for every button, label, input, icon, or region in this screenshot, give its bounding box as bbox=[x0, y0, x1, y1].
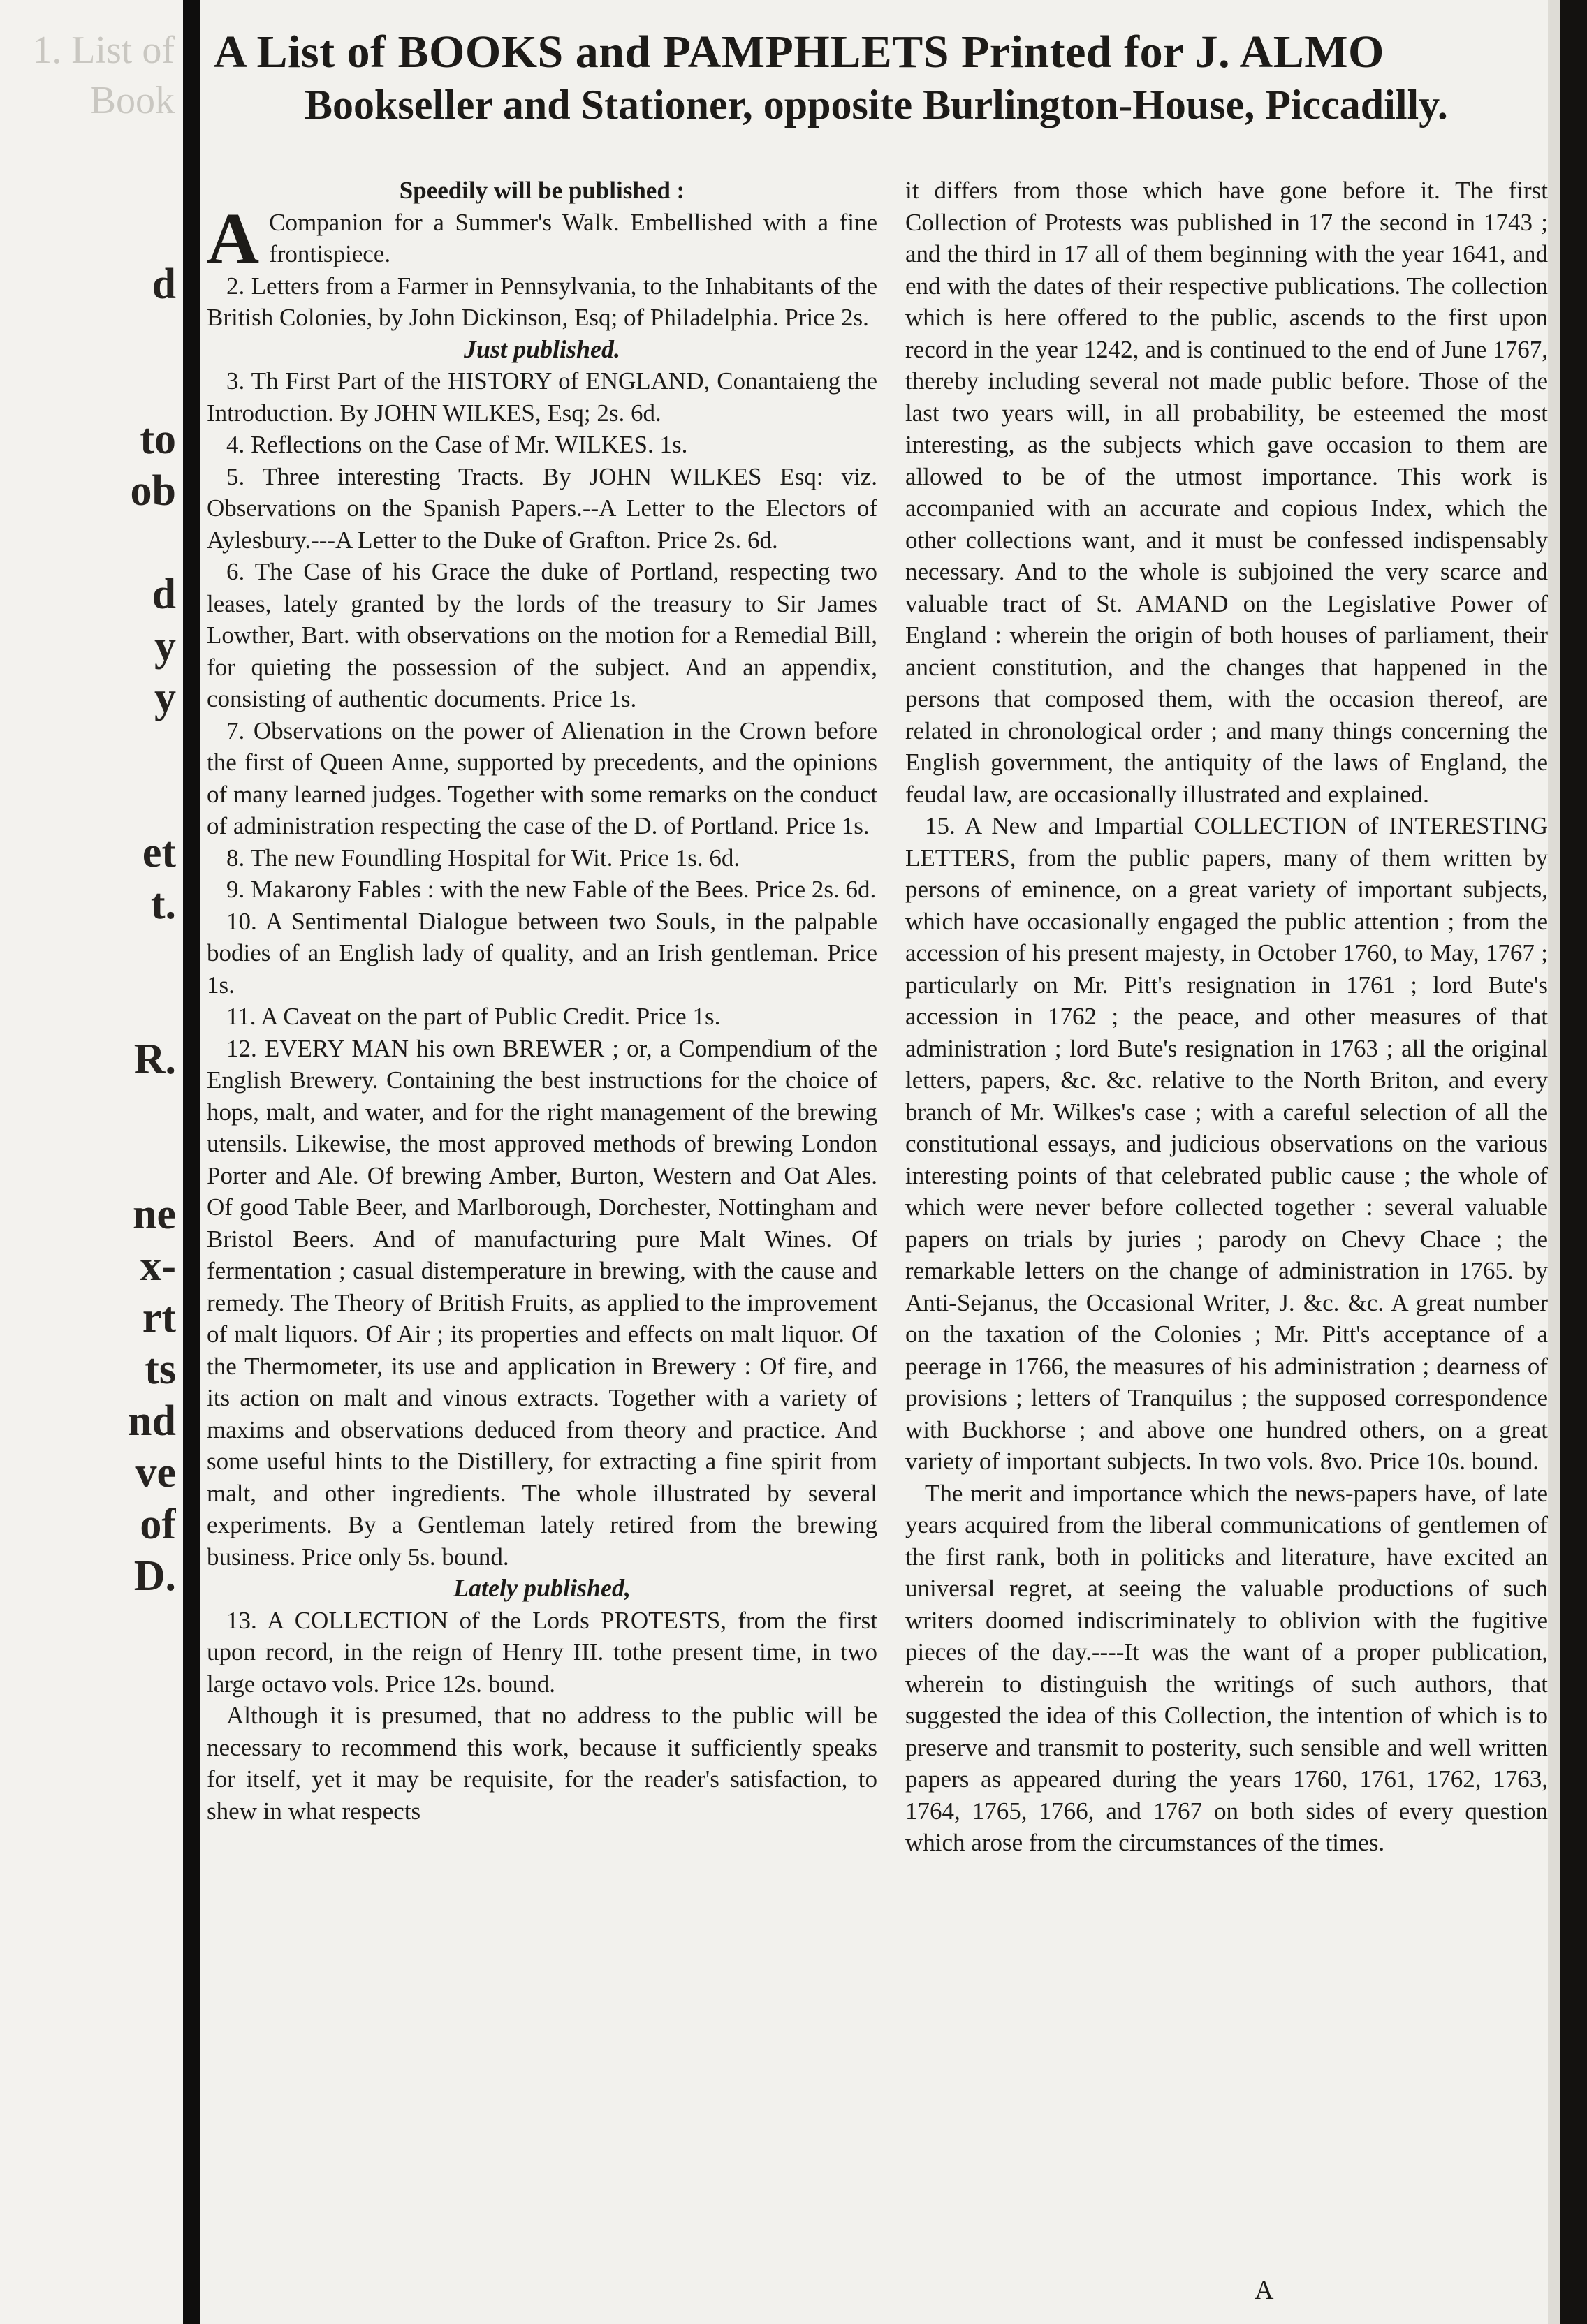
item-6: 6. The Case of his Grace the duke of Portland, respecting two leases, lately granted by the lords of the treasury to Sir James Lowther, Bart. with observations on the motion for a Remedial Bill, for quieting the possession of the subject. And an appendix, consisting of authentic documents. Price 1s. bbox=[207, 558, 877, 712]
drop-cap: A bbox=[207, 198, 260, 279]
item-4: 4. Reflections on the Case of Mr. WILKES. 1s. bbox=[226, 431, 688, 458]
item-11: 11. A Caveat on the part of Public Credit. Price 1s. bbox=[226, 1003, 721, 1030]
signature-mark: A bbox=[1255, 2276, 1274, 2305]
ghost-heading: 1. List of Book bbox=[32, 29, 175, 122]
left-column bbox=[207, 175, 877, 2304]
next-page-strip bbox=[1548, 0, 1560, 2324]
item-10: 10. A Sentimental Dialogue between two Souls, in the palpable bodies of an English lady of quality, and an Irish gentleman. Price 1s. bbox=[207, 907, 877, 999]
item-7: 7. Observations on the power of Alienation in the Crown before the first of Queen Anne, supported by precedents, and the opinions of many learned judges. Together with some remarks on the conduct of administration respecting the case of the D. of Portland. Price 1s. bbox=[207, 716, 877, 839]
item-12: 12. EVERY MAN his own BREWER ; or, a Compendium of the English Brewery. Containing the best instructions for the choice of hops, malt, and water, and for the right management of the brewing utensils. Likewise, the most approved methods of brewing London Porter and Ale. Of brewing Amber, Burton, Western and Oat Ales. Of good Table Beer, and Marlborough, Dorchester, Nottingham and Bristol Beers. And of manufacturing pure Malt Wines. Of fermentation ; casual distemperature in brewing, with the cause and remedy. The Theory of British Fruits, as applied to the improvement of malt liquors. Of Air ; its properties and effects on malt liquor. Of the Thermometer, its use and application in Brewery : Of fire, and its action on malt and vinous extracts. Together with a variety of maxims and observations deduced from theory and practice. And some useful hints to the Distillery, for extracting a fine spirit from malt, and other ingredients. The whole illustrated by several experiments. By a Gentleman lately retired from the brewing business. Price only 5s. bound. bbox=[207, 1034, 877, 1571]
right-column bbox=[905, 175, 1548, 2304]
page-title: A List of BOOKS and PAMPHLETS Printed for J. ALMO bbox=[214, 27, 1384, 78]
page-edge-shadow bbox=[1560, 0, 1587, 2324]
merit-paragraph: The merit and importance which the news-papers have, of late years acquired from the liberal communications of gentlemen of the first rank, both in politicks and literature, have excited an universal regret, at seeing the valuable productions of such writers doomed indiscriminately to oblivion with the fugitive pieces of the day.----It was the want of a proper publication, wherein to distinguish the writings of such authors, that suggested the idea of this Collection, the intention of which is to preserve and transmit to posterity, such sensible and well written papers as appeared during the years 1760, 1761, 1762, 1763, 1764, 1765, 1766, and 1767 on both sides of every question which arose from the circumstances of the times. bbox=[905, 1479, 1548, 1856]
item-13-paragraph: Although it is presumed, that no address to the public will be necessary to recommend this work, because it sufficiently speaks for itself, yet it may be requisite, for the reader's satisfaction, to shew in what respects bbox=[207, 1702, 877, 1825]
item-1-text: Companion for a Summer's Walk. Embellished with a fine frontispiece. bbox=[269, 208, 877, 267]
item-9: 9. Makarony Fables : with the new Fable of the Bees. Price 2s. 6d. bbox=[226, 876, 877, 903]
bleed-letters: d to ob d y y et t. R. ne x- rt ts nd ve of D. bbox=[128, 260, 176, 1600]
binding-gutter bbox=[183, 0, 200, 2324]
item-15: 15. A New and Impartial COLLECTION of INTERESTING LETTERS, from the public papers, many of them written by persons of eminence, on a great variety of important subjects, which have occasionally engaged the public attention ; from the accession of his present majesty, in October 1760, to May, 1767 ; particularly on Mr. Pitt's resignation in 1761 ; lord Bute's accession in 1762 ; the peace, and other measures of that administration ; lord Bute's resignation in 1763 ; all the original letters, papers, &c. &c. relative to the North Briton, and every branch of Mr. Wilkes's case ; with a careful selection of all the constitutional essays, and judicious observations on the various interesting points of that celebrated public cause ; the whole of which were never before collected together : several valuable papers on trials by juries ; parody on Chevy Chace ; the remarkable letters on the change of administration in 1765. by Anti-Sejanus, the Occasional Writer, J. &c. &c. A great number on the taxation of the Colonies ; Mr. Pitt's acceptance of a peerage in 1766, the measures of his administration ; dearness of provisions ; letters of Tranquilus ; the supposed correspondence with Buckhorse ; and above one hundred others, on a great variety of important subjects. In two vols. 8vo. Price 10s. bound. bbox=[905, 812, 1548, 1475]
previous-page-strip bbox=[0, 0, 183, 2324]
main-page bbox=[200, 0, 1548, 2324]
item-3: 3. Th First Part of the HISTORY of ENGLAND, Conantaieng the Introduction. By JOHN WILKES, Esq; 2s. 6d. bbox=[207, 367, 877, 427]
page-subtitle: Bookseller and Stationer, opposite Burlington-House, Piccadilly. bbox=[305, 82, 1448, 128]
heading-lately-published: Lately published, bbox=[453, 1574, 631, 1602]
protests-continuation: it differs from those which have gone before it. The first Collection of Protests was published in 17 the second in 1743 ; and the third in 17 all of them beginning with the year 1641, and end with the dates of their respective publications. The collection which is here offered to the public, ascends to the first upon record in the year 1242, and is continued to the end of June 1767, thereby including several not made public before. Those of the last two years will, in all probability, be esteemed the most interesting, as the subjects which gave occasion to them are allowed to be of the utmost importance. This work is accompanied with an accurate and copious Index, which the other collections want, and it must be confessed indispensably necessary. And to the whole is subjoined the very scarce and valuable tract of St. AMAND on the Legislative Power of England : wherein the origin of both houses of parliament, their ancient constitution, and the changes that happened in the persons that composed them, with the occasion thereof, are related in chronological order ; and many things concerning the English government, the antiquity of the laws of England, the feudal law, are occasionally illustrated and explained. bbox=[905, 177, 1548, 808]
item-2: 2. Letters from a Farmer in Pennsylvania, to the Inhabitants of the British Colonies, by John Dickinson, Esq; of Philadelphia. Price 2s. bbox=[207, 272, 877, 331]
heading-speedily: Speedily will be published : bbox=[399, 177, 685, 204]
item-8: 8. The new Foundling Hospital for Wit. Price 1s. 6d. bbox=[226, 844, 740, 872]
item-1 bbox=[207, 198, 877, 279]
heading-just-published: Just published. bbox=[463, 334, 621, 363]
item-13: 13. A COLLECTION of the Lords PROTESTS, from the first upon record, in the reign of Henry III. tothe present time, in two large octavo vols. Price 12s. bound. bbox=[207, 1606, 877, 1698]
item-5: 5. Three interesting Tracts. By JOHN WILKES Esq: viz. Observations on the Spanish Papers.--A Letter to the Electors of Aylesbury.---A Letter to the Duke of Grafton. Price 2s. 6d. bbox=[207, 462, 877, 554]
